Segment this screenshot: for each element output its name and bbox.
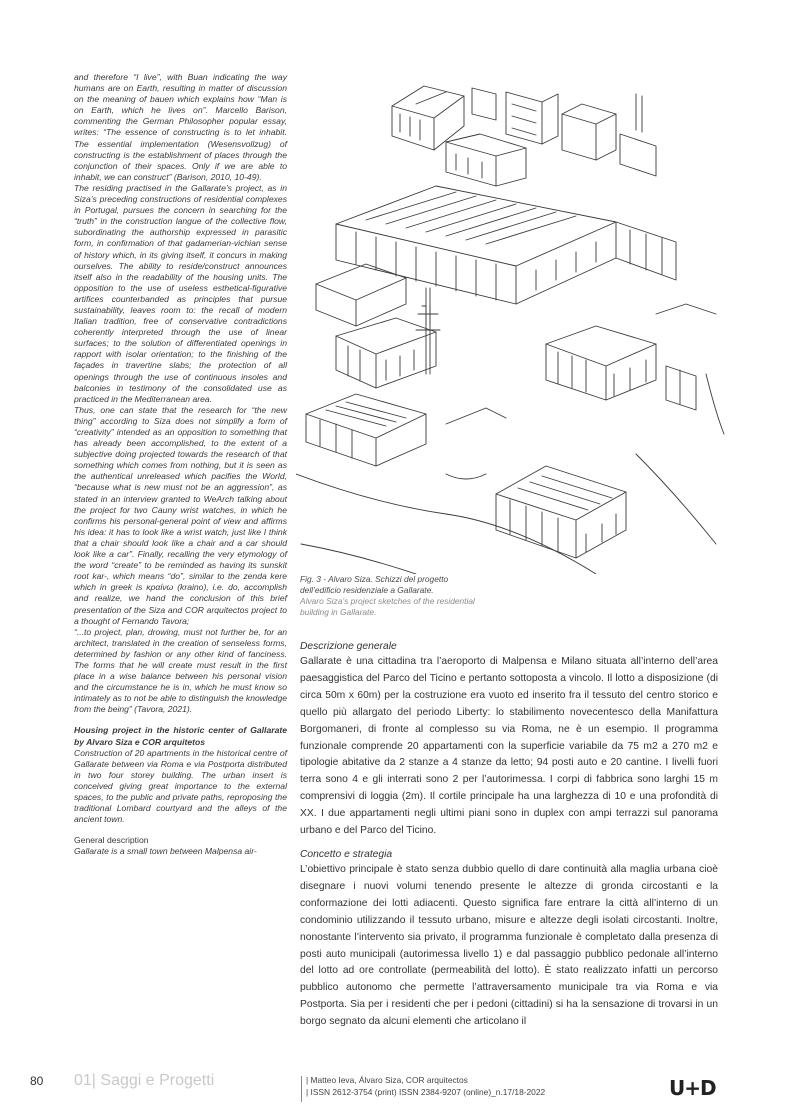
left-column [74, 72, 287, 857]
concetto-title: Concetto e strategia [300, 848, 393, 860]
footer-issn: | ISSN 2612-3754 (print) ISSN 2384-9207 (online)_n.17/18-2022 [306, 1086, 546, 1097]
concetto-text: L’obiettivo principale è stato senza dubbio quello di dare continuità alla maglia urbana cioè disegnare i nuovi volumi tenendo presente le altezze di gronda circostanti e la conformazione dei lotti adiacenti. Questo significa fare entrare la città all’interno di un condominio utilizzando il tessuto urbano, misure e altezze degli isolati circostanti. Inoltre, nonostante l’intervento sia privato, il programma funzionale è completato dalla presenza di posti auto municipali (autorimessa livello 1) e dal passaggio pubblico pedonale all’interno del lotto ad ore controllate (permeabilità del lotto). È stato realizzato infatti un percorso pubblico autonomo che permette l’attraversamento municipale tra via Roma e via Postporta. Sia per i residenti che per i pedoni (cittadini) si ha la sensazione di trovarsi in un borgo segnato da alcuni elementi che articolano il [300, 863, 718, 1028]
footer-divider [301, 1076, 302, 1102]
housing-section-title: Housing project in the historic center of Gallarate by Alvaro Siza e COR arquitetos [74, 725, 287, 747]
figure-caption [300, 574, 475, 618]
caption-italian: Fig. 3 - Alvaro Siza. Schizzi del progetto dell’edificio residenziale a Gallarate. [300, 574, 449, 595]
descrizione-text: Gallarate è una cittadina tra l’aeroporto di Malpensa e Milano situata all’interno dell’area paesaggistica del Parco del Ticino e pertanto sottoposta a vincolo. Il lotto a disposizione (di circa 50m x 60m) per la costruzione era vuoto ed inserito fra il tessuto del centro storico e quello più allargato del periodo Liberty: lo stabilimento novecentesco della Manifattura Borgomaneri, di fronte al complesso su via Roma, ne è un esempio. Il programma funzionale comprende 20 appartamenti con la superficie variabile da 75 m2 a 270 m2 e tipologie abitative da 2 stanze a 4 stanze da letto; 94 posti auto e 20 cantine. I livelli fuori terra sono 4 e gli interrati sono 2 per l’autorimessa. I corpi di fabbrica sono larghi 15 m comprensivi di loggia (2m). Il cortile principale ha una larghezza di 10 e una profondità di XX. I due appartamenti negli ultimi piani sono in duplex con ampi terrazzi sul panorama urbano e del Parco del Ticino. [300, 656, 718, 837]
general-description-title: General description [74, 835, 149, 846]
architectural-sketch [296, 74, 726, 574]
journal-logo: U+D [669, 1076, 716, 1100]
left-paragraph-4: “...to project, plan, drowing, must not further be, for an architect, translated in the creation of senseless forms, determined by fashion or any other kind of fanciness. The forms that he will create must result in the first place in a wise balance between his personal vision and the circumstance he is in, which he must know so intimately as to not be able to distinguish the knowledge from the being” (Tavora, 2021). [74, 626, 287, 715]
descrizione-title: Descrizione generale [300, 641, 397, 652]
left-paragraph-3: Thus, one can state that the research for “the new thing” according to Siza does not simplify a form of “creativity” intended as an opposition to something that has already been accomplished, to the extent of a subjective doing projected towards the research of that something which comes from nothing, but it is seen as the authentical unreleased which pacifies the World, “because what is new must not be an aggression”, as stated in an interview granted to WeArch talking about the project for two Cauny wrist watches, in which he confirms his personal-general point of view and affirms his idea: it has to look like a wrist watch, just like I think that a chair should look like a chair and a car should look like a car”. Finally, recalling the very etymology of the word “create” to be reminded as having its sunskit root kar-, which means “do”, similar to the zenda kere which in greek is κραίνω (kraino), i.e. do, accomplish and realize, we hand the conclusion of this brief presentation of the Siza and COR arquitectos project to a thought of Fernando Tavora; [74, 404, 287, 626]
left-paragraph-1: and therefore “I live”, with Buan indicating the way humans are on Earth, resulting in matter of discussion on the meaning of bauen which explains how “Man is on Earth, which he lives on”. Marcello Barison, commenting the German Philosopher popular essay, writes: “The essence of constructing is to let inhabit. The essential implementation (Wesensvollzug) of constructing is the establishment of places through the conjunction of their spaces. Only if we are able to inhabit, we can construct” (Barison, 2010, 10-49). [74, 72, 287, 182]
page-number: 80 [30, 1074, 44, 1088]
housing-section-text: Construction of 20 apartments in the historical centre of Gallarate between via Roma e via Postporta distributed in two four storey building. The urban insert is conceived giving great importance to the external spaces, to the public and private paths, reproposing the traditional Lombard courtyard and the alleys of the ancient town. [74, 747, 287, 825]
page-footer [0, 1070, 789, 1110]
footer-reference [306, 1075, 545, 1098]
project-sketch-figure [296, 74, 726, 574]
left-paragraph-2: The residing practised in the Gallarate’s project, as in Siza’s preceding constructions of residential complexes in Portugal, pursues the concern in searching for the “truth” in the construction langue of the collective flow, subordinating the authorship expressed in parasitic form, in confirmation of that gadamerian-vichian sense of history which, in its giving itself, it concurs in making ourselves. The ability to reside/construct announces itself also in the readability of the housing units. The opposition to the use of useless esthetical-figurative artifices counterbanded as principles that pursue sustainability, leaves room to: the recall of modern Italian tradition, free of conservative contradictions coherently interpreted through the use of linear surfaces; to the solution of differentiated openings in rapport with isolar orientation; to the finishing of the façades in travertine slabs; the protection of all openings through the use of continuous insoles and balconies in testimony of the consolidated use as practiced in the Mediterranean area. [74, 182, 287, 404]
caption-english: Alvaro Siza’s project sketches of the residential building in Gallarate. [300, 596, 475, 617]
footer-authors: | Matteo Ieva, Álvaro Siza, COR arquitectos [306, 1075, 468, 1085]
general-description-text: Gallarate is a small town between Malpensa air- [74, 846, 257, 857]
section-label: 01| Saggi e Progetti [74, 1072, 215, 1089]
right-column [300, 640, 718, 1031]
